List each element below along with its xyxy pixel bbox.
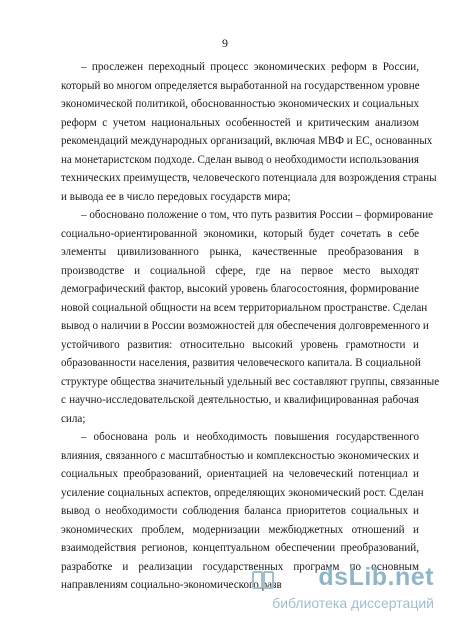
text-line: реформ с учетом национальных особенностей и критическим анализом (61, 116, 419, 129)
text-line: устойчивого развития: относительно высокий уровень грамотности и (61, 338, 419, 351)
text-line: взаимодействия регионов, концептуальном обеспечении преобразований, (61, 542, 419, 554)
text-line: сила; (61, 412, 86, 425)
text-line: социально-ориентированной экономики, который будет сочетать в себе (61, 227, 419, 240)
text-line: влияния, связанного с масштабностью и комплексностью экономических и (61, 449, 419, 462)
text-line: демографический фактор, высокий уровень благосостояния, формирование (61, 283, 419, 295)
text-line: социальных преобразований, ориентацией на человеческий потенциал и (61, 468, 419, 480)
watermark-subtitle: библиотека диссертаций (272, 595, 434, 611)
page-number: 9 (222, 36, 228, 50)
paragraph-2 (61, 206, 440, 428)
text-line: – обосновано положение о том, что путь развития России – формирование (81, 209, 434, 221)
text-line: и вывода ее в число передовых государств мира; (61, 190, 291, 203)
text-line: экономических проблем, модернизации межбюджетных отношений и (61, 523, 419, 536)
text-line: производстве и социальной сфере, где на первое место выходят (61, 264, 419, 277)
paragraph-1 (61, 58, 437, 206)
text-line: – прослежен переходный процесс экономических реформ в России, (81, 61, 419, 73)
text-line: образованности населения, развития человеческого капитала. В социальной (61, 357, 421, 369)
text-line: – обоснована роль и необходимость повышения государственного (81, 431, 419, 443)
text-line: направлениям социально-экономического разв (61, 579, 282, 591)
text-line: экономической политикой, обоснованностью экономических и социальных (61, 98, 419, 110)
text-line: усиление социальных аспектов, определяющих экономический рост. Сделан (61, 486, 424, 499)
text-line: который во многом определяется выработанной на государственном уровне (61, 79, 420, 92)
text-line: вывод о необходимости соблюдения баланса приоритетов социальных и (61, 505, 419, 517)
text-line: вывод о наличии в России возможностей для обеспечения долговременного и (61, 320, 429, 332)
text-line: разработке и реализации государственных программ по основным (61, 560, 419, 573)
watermark-title: dsLib.net (318, 563, 434, 591)
text-line: структуре общества значительный удельный вес составляют группы, связанные (61, 375, 440, 388)
book-logo-icon (250, 567, 276, 593)
text-line: технических преимуществ, человеческого потенциала для возрождения страны (61, 172, 437, 184)
text-line: на монетаристском подходе. Сделан вывод о необходимости использования (61, 153, 420, 166)
document-body (61, 58, 440, 595)
text-line: новой социальной общности на всем территориальном пространстве. Сделан (61, 301, 428, 314)
text-line: с научно-исследовательской деятельностью, и квалифицированная рабочая (61, 394, 419, 406)
text-line: элементы цивилизованного рынка, качественные преобразования в (61, 246, 419, 258)
watermark (246, 563, 436, 611)
text-line: рекомендаций международных организаций, включая МВФ и ЕС, основанных (61, 135, 433, 147)
